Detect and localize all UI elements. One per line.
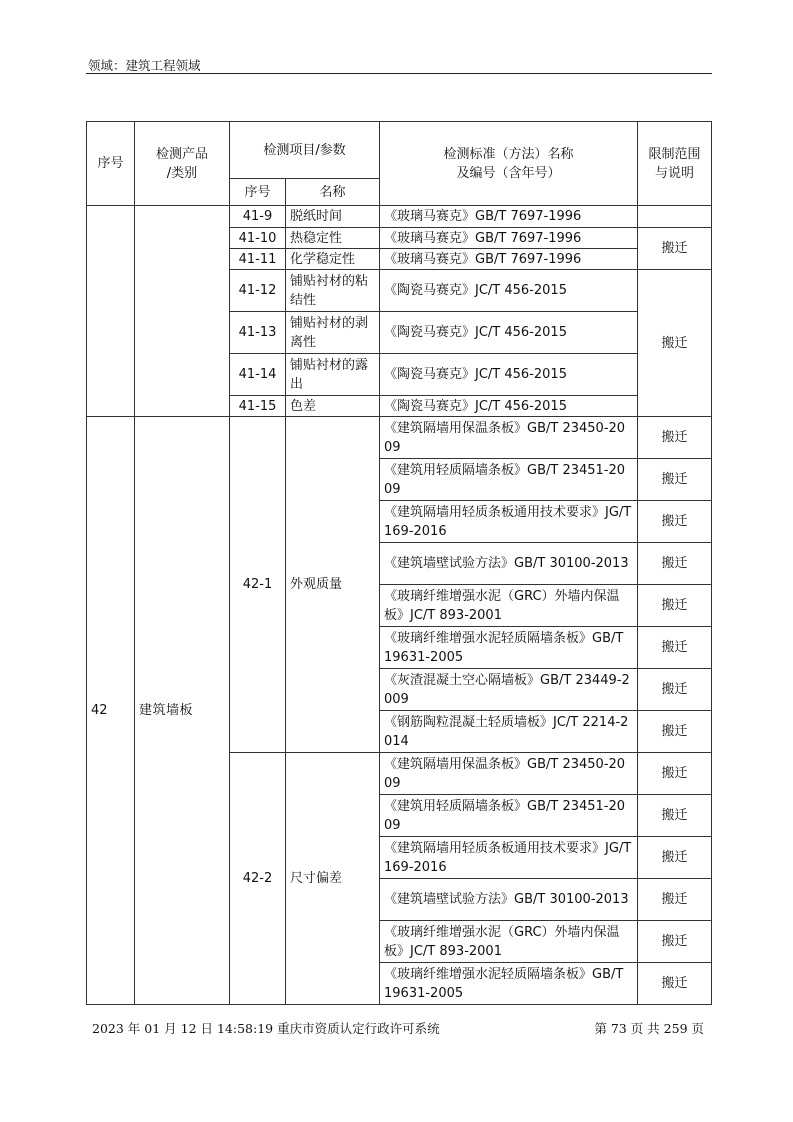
- limit-cell: 搬迁: [638, 417, 712, 459]
- header-standard: [380, 122, 638, 206]
- standard-cell: 《灰渣混凝土空心隔墙板》GB/T 23449-2009: [380, 669, 638, 711]
- limit-cell: 搬迁: [638, 921, 712, 963]
- standard-cell: 《建筑墙壁试验方法》GB/T 30100-2013: [380, 543, 638, 585]
- item-name: 铺贴衬材的粘结性: [286, 270, 380, 312]
- table-row: [87, 417, 712, 459]
- limit-cell: 搬迁: [638, 753, 712, 795]
- header-product: [135, 122, 230, 206]
- header-limit-line1: 限制范围: [648, 146, 701, 162]
- standard-cell: 《钢筋陶粒混凝土轻质墙板》JC/T 2214-2014: [380, 711, 638, 753]
- standard-cell: 《陶瓷马赛克》JC/T 456-2015: [380, 312, 638, 354]
- standard-cell: 《建筑隔墙用轻质条板通用技术要求》JG/T 169-2016: [380, 837, 638, 879]
- standard-cell: 《玻璃马赛克》GB/T 7697-1996: [380, 228, 638, 249]
- standard-cell: 《建筑隔墙用保温条板》GB/T 23450-2009: [380, 753, 638, 795]
- item-seq: 41-12: [230, 270, 286, 312]
- table-row: [87, 206, 712, 228]
- section-seq: 42: [87, 417, 135, 1005]
- standard-cell: 《建筑用轻质隔墙条板》GB/T 23451-2009: [380, 795, 638, 837]
- standard-cell: 《建筑隔墙用轻质条板通用技术要求》JG/T 169-2016: [380, 501, 638, 543]
- header-item-seq: 序号: [230, 179, 286, 206]
- standard-cell: 《玻璃纤维增强水泥轻质隔墙条板》GB/T 19631-2005: [380, 627, 638, 669]
- limit-cell: 搬迁: [638, 963, 712, 1005]
- item-seq: 41-14: [230, 354, 286, 396]
- header-item-name: 名称: [286, 179, 380, 206]
- page-header-domain: 领域：建筑工程领域: [88, 58, 201, 73]
- standard-cell: 《陶瓷马赛克》JC/T 456-2015: [380, 396, 638, 417]
- standard-cell: 《玻璃纤维增强水泥（GRC）外墙内保温板》JC/T 893-2001: [380, 921, 638, 963]
- limit-cell: 搬迁: [638, 879, 712, 921]
- item-seq: 41-10: [230, 228, 286, 249]
- item-name: 铺贴衬材的剥离性: [286, 312, 380, 354]
- item-name: 脱纸时间: [286, 206, 380, 228]
- item-seq: 41-13: [230, 312, 286, 354]
- limit-cell: 搬迁: [638, 711, 712, 753]
- limit-cell: 搬迁: [638, 270, 712, 417]
- item-seq: 41-9: [230, 206, 286, 228]
- header-divider: [86, 73, 712, 74]
- limit-cell: 搬迁: [638, 795, 712, 837]
- standard-cell: 《玻璃纤维增强水泥（GRC）外墙内保温板》JC/T 893-2001: [380, 585, 638, 627]
- item-name: 尺寸偏差: [286, 753, 380, 1005]
- item-seq: 41-11: [230, 249, 286, 270]
- standard-cell: 《陶瓷马赛克》JC/T 456-2015: [380, 354, 638, 396]
- header-standard-line2: 及编号（含年号）: [456, 165, 561, 181]
- header-product-line2: /类别: [166, 165, 198, 181]
- header-item-params: 检测项目/参数: [230, 122, 380, 179]
- standard-cell: 《玻璃马赛克》GB/T 7697-1996: [380, 249, 638, 270]
- section-product: 建筑墙板: [135, 417, 230, 1005]
- item-name: 化学稳定性: [286, 249, 380, 270]
- header-product-line1: 检测产品: [155, 146, 208, 162]
- item-name: 外观质量: [286, 417, 380, 753]
- standard-cell: 《玻璃马赛克》GB/T 7697-1996: [380, 206, 638, 228]
- standard-cell: 《建筑隔墙用保温条板》GB/T 23450-2009: [380, 417, 638, 459]
- limit-cell-empty: [638, 206, 712, 228]
- limit-cell: 搬迁: [638, 543, 712, 585]
- limit-cell: 搬迁: [638, 627, 712, 669]
- standard-cell: 《建筑用轻质隔墙条板》GB/T 23451-2009: [380, 459, 638, 501]
- limit-cell: 搬迁: [638, 459, 712, 501]
- footer-timestamp-system: 2023 年 01 月 12 日 14:58:19 重庆市资质认定行政许可系统: [92, 1021, 440, 1036]
- sec41-seq-cell: [87, 206, 135, 417]
- item-name: 色差: [286, 396, 380, 417]
- item-name: 热稳定性: [286, 228, 380, 249]
- item-name: 铺贴衬材的露出: [286, 354, 380, 396]
- inspection-spec-table: [86, 121, 712, 1005]
- standard-cell: 《陶瓷马赛克》JC/T 456-2015: [380, 270, 638, 312]
- item-seq: 42-2: [230, 753, 286, 1005]
- header-limit-line2: 与说明: [655, 165, 695, 181]
- limit-cell: 搬迁: [638, 669, 712, 711]
- header-seq: 序号: [87, 122, 135, 206]
- limit-cell: 搬迁: [638, 585, 712, 627]
- limit-cell: 搬迁: [638, 501, 712, 543]
- header-limit: [638, 122, 712, 206]
- limit-cell: 搬迁: [638, 837, 712, 879]
- standard-cell: 《玻璃纤维增强水泥轻质隔墙条板》GB/T 19631-2005: [380, 963, 638, 1005]
- header-standard-line1: 检测标准（方法）名称: [443, 146, 574, 162]
- standard-cell: 《建筑墙壁试验方法》GB/T 30100-2013: [380, 879, 638, 921]
- sec41-product-cell: [135, 206, 230, 417]
- item-seq: 42-1: [230, 417, 286, 753]
- header-row-1: [87, 122, 712, 179]
- item-seq: 41-15: [230, 396, 286, 417]
- limit-cell: 搬迁: [638, 228, 712, 270]
- footer-page-info: 第 73 页 共 259 页: [594, 1021, 704, 1036]
